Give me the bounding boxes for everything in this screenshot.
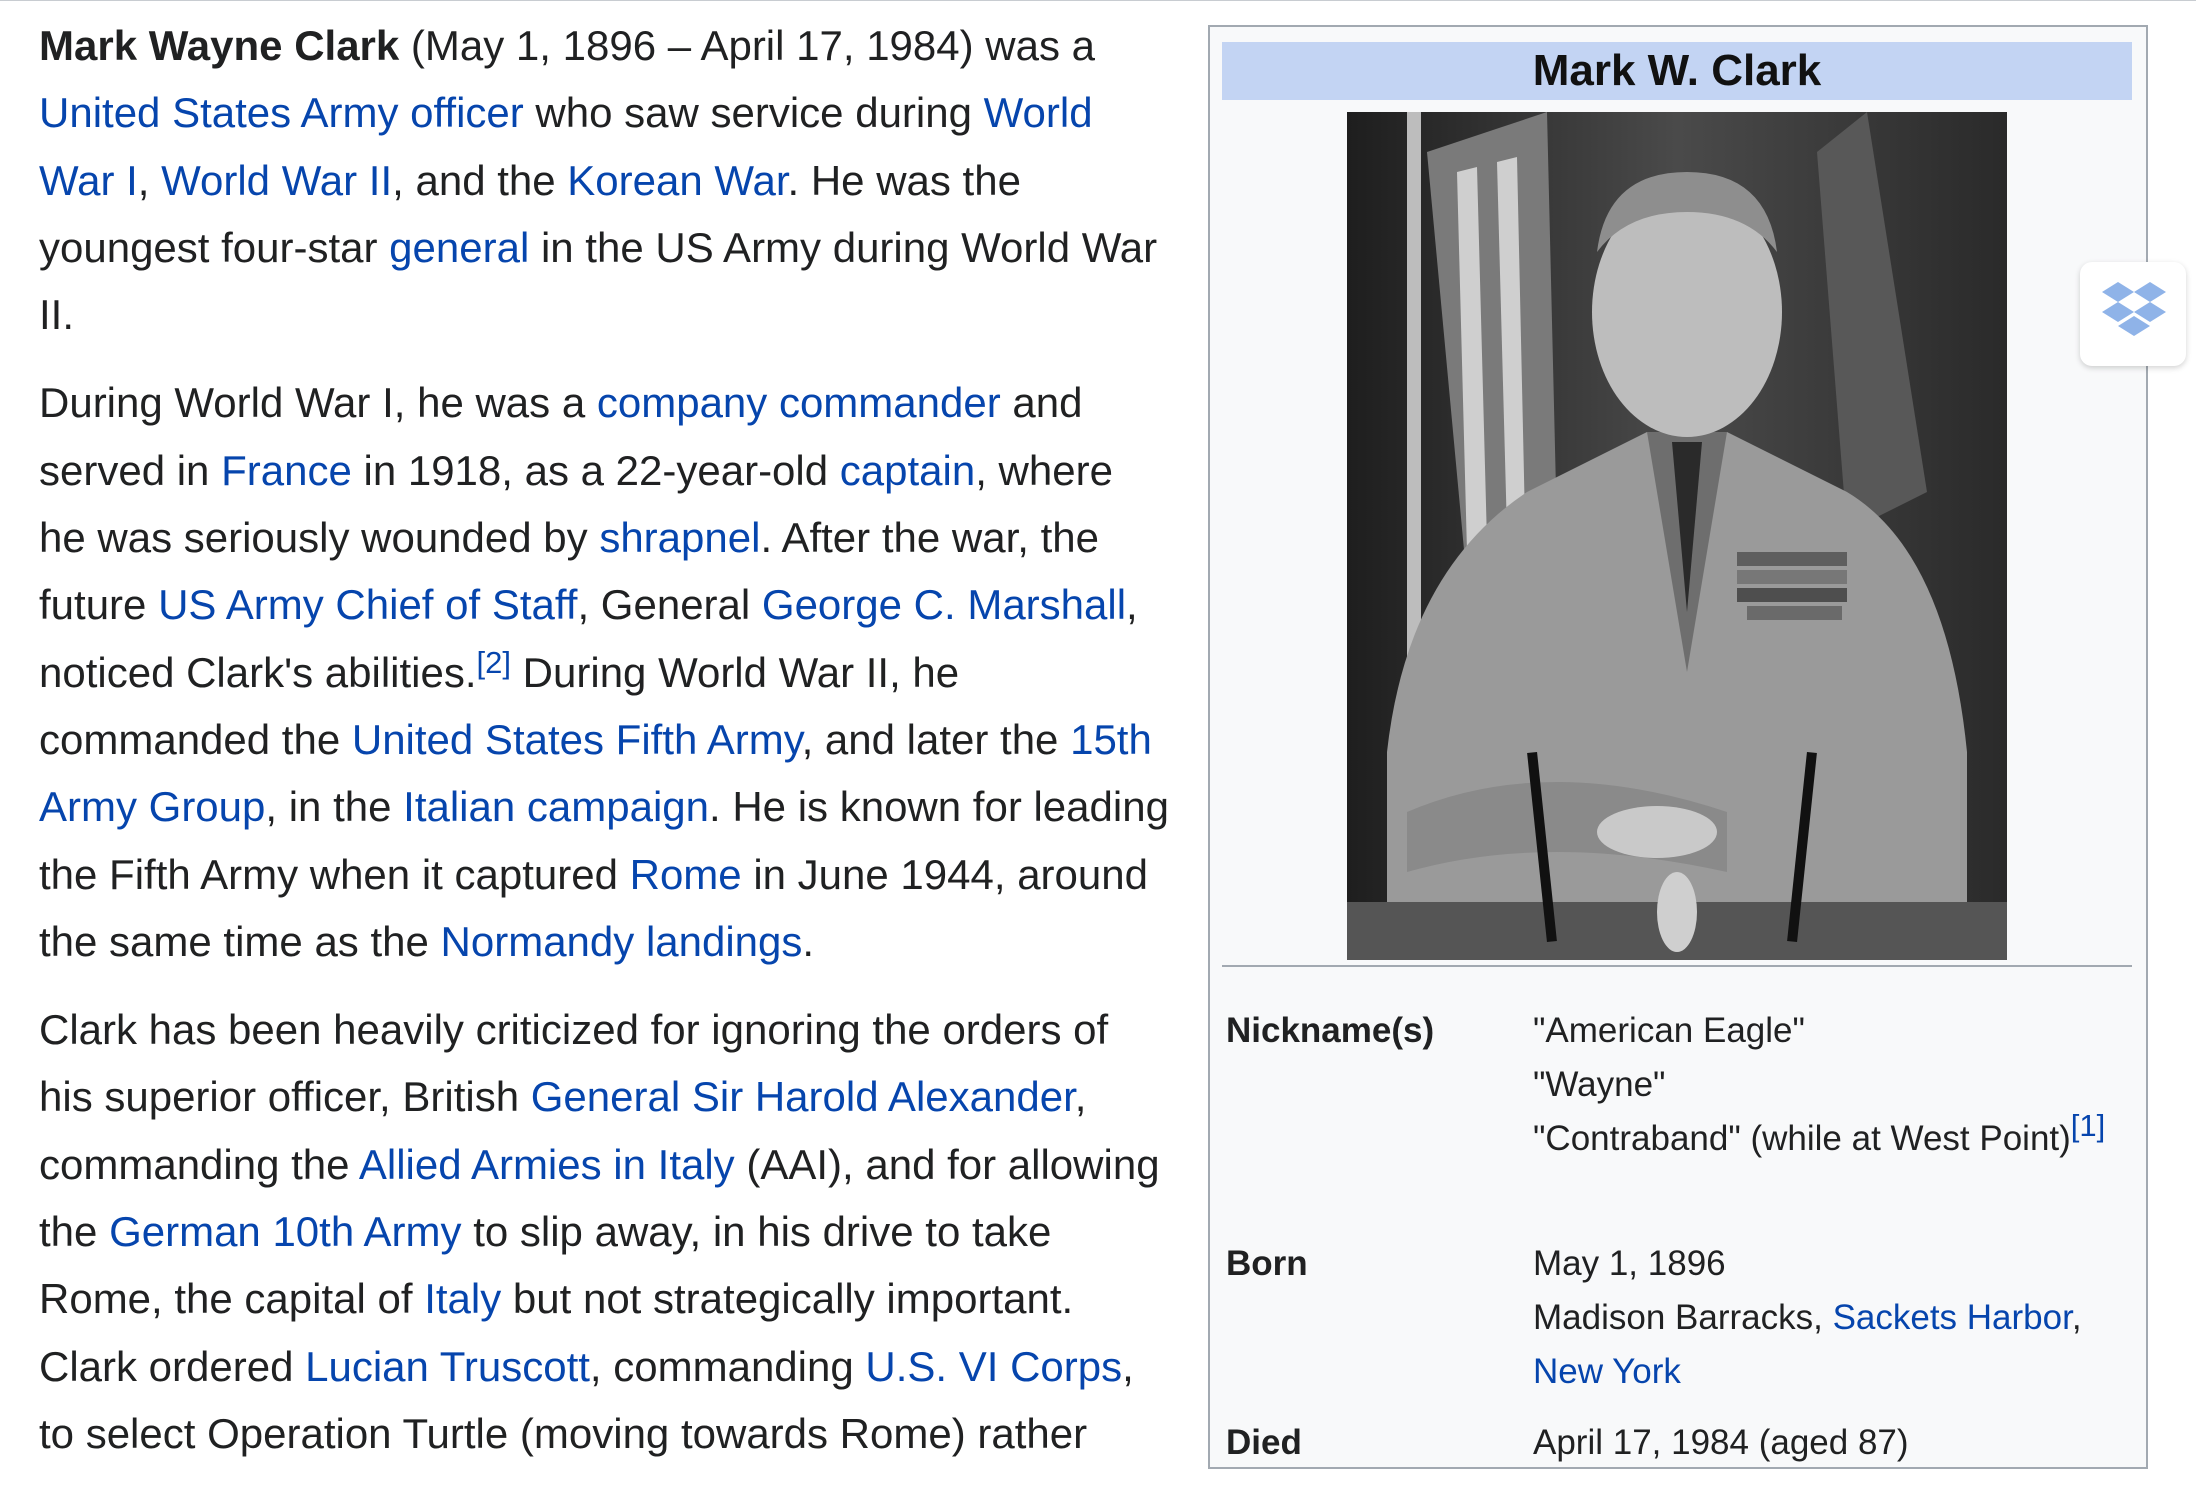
text: During World War II, he commanded the <box>39 648 960 763</box>
text: , commanding <box>589 1342 866 1390</box>
text: , in the <box>265 783 404 831</box>
nickname-3-text: "Contraband" (while at West Point) <box>1533 1119 2071 1158</box>
text: . He was the youngest four-star <box>39 156 1021 271</box>
article-subject-name: Mark Wayne Clark <box>39 22 400 69</box>
text: , to select Operation Turtle (moving towards Rome) rather <box>39 1342 1134 1457</box>
link-italy[interactable]: Italy <box>424 1275 502 1323</box>
link-world-war-ii[interactable]: World War II <box>161 156 393 204</box>
link-us-army-officer[interactable]: United States Army officer <box>39 89 524 137</box>
link-15th-army-group[interactable]: 15th Army Group <box>39 715 1152 831</box>
link-italian-campaign[interactable]: Italian campaign <box>403 783 710 831</box>
born-place <box>1533 1291 2133 1399</box>
link-captain[interactable]: captain <box>839 446 976 494</box>
nickname-label: Nickname(s) <box>1226 1011 1435 1050</box>
text: and served in <box>39 379 1083 494</box>
nickname-values <box>1533 1004 2133 1166</box>
dropbox-button[interactable] <box>2080 262 2186 366</box>
portrait-image <box>1347 112 2007 960</box>
paragraph-2 <box>39 369 1169 975</box>
nickname-2: "Wayne" <box>1533 1065 1666 1104</box>
nickname-1: "American Eagle" <box>1533 1011 1805 1050</box>
text: , General <box>577 581 762 629</box>
nickname-3 <box>1533 1108 2133 1166</box>
link-new-york[interactable]: New York <box>1533 1352 1681 1391</box>
link-george-marshall[interactable]: George C. Marshall <box>761 581 1127 629</box>
link-shrapnel[interactable]: shrapnel <box>599 514 761 562</box>
text: . After the war, the future <box>39 514 1099 629</box>
article-body <box>39 12 1169 1488</box>
text: but not strategically important. Clark ordered <box>39 1275 1074 1390</box>
text: , and the <box>392 156 568 204</box>
text: . He is known for leading the Fifth Army when it captured <box>39 783 1169 898</box>
dropbox-icon <box>2080 262 2186 366</box>
text: in June 1944, around the same time as the <box>39 850 1148 965</box>
link-chief-of-staff[interactable]: US Army Chief of Staff <box>158 581 578 629</box>
link-harold-alexander[interactable]: General Sir Harold Alexander <box>530 1073 1075 1121</box>
infobox-divider <box>1222 965 2132 967</box>
reference-link[interactable]: [2] <box>476 644 512 680</box>
link-normandy-landings[interactable]: Normandy landings <box>440 917 803 965</box>
infobox-title: Mark W. Clark <box>1222 42 2132 100</box>
text: . <box>802 917 815 965</box>
link-fifth-army[interactable]: United States Fifth Army <box>351 715 802 763</box>
paragraph-1 <box>39 12 1169 348</box>
link-france[interactable]: France <box>221 446 352 494</box>
link-company-commander[interactable]: company commander <box>596 379 1001 427</box>
text: , noticed Clark's abilities. <box>39 581 1138 696</box>
born-label: Born <box>1226 1244 1308 1283</box>
died-date: April 17, 1984 (aged 87) <box>1533 1423 1909 1462</box>
born-values <box>1533 1237 2133 1399</box>
link-sackets-harbor[interactable]: Sackets Harbor <box>1832 1298 2072 1337</box>
text: (AAI), and for allowing the <box>39 1140 1160 1256</box>
link-world-war-i[interactable]: World War I <box>39 89 1093 204</box>
text: , <box>2071 1298 2082 1337</box>
born-date: May 1, 1896 <box>1533 1244 1726 1283</box>
portrait-photo[interactable] <box>1347 112 2007 960</box>
text: who saw service during <box>523 89 984 137</box>
link-allied-armies-italy[interactable]: Allied Armies in Italy <box>358 1140 735 1188</box>
link-vi-corps[interactable]: U.S. VI Corps <box>865 1342 1123 1390</box>
text: , <box>137 156 162 204</box>
page-top-border <box>0 0 2196 5</box>
link-lucian-truscott[interactable]: Lucian Truscott <box>305 1342 590 1390</box>
link-korean-war[interactable]: Korean War <box>567 156 788 204</box>
infobox <box>1208 25 2148 1469</box>
paragraph-3 <box>39 996 1169 1467</box>
died-label: Died <box>1226 1423 1302 1462</box>
link-rome[interactable]: Rome <box>629 850 742 898</box>
text: , where he was seriously wounded by <box>39 446 1113 562</box>
text: (May 1, 1896 – April 17, 1984) was a <box>399 22 1095 69</box>
text: to slip away, in his drive to take Rome, the capital of <box>39 1208 1052 1323</box>
text: During World War I, he was a <box>39 379 597 427</box>
born-place-text: Madison Barracks, <box>1533 1298 1833 1337</box>
text: Clark has been heavily criticized for ignoring the orders of his superior officer, British <box>39 1006 1109 1121</box>
reference-link[interactable]: [1] <box>2070 1108 2106 1143</box>
text: in the US Army during World War II. <box>39 223 1158 339</box>
link-german-10th-army[interactable]: German 10th Army <box>109 1208 462 1256</box>
link-general[interactable]: general <box>389 223 530 271</box>
text: in 1918, as a 22-year-old <box>351 446 840 494</box>
text: , and later the <box>801 715 1071 763</box>
text: , commanding the <box>39 1073 1087 1188</box>
